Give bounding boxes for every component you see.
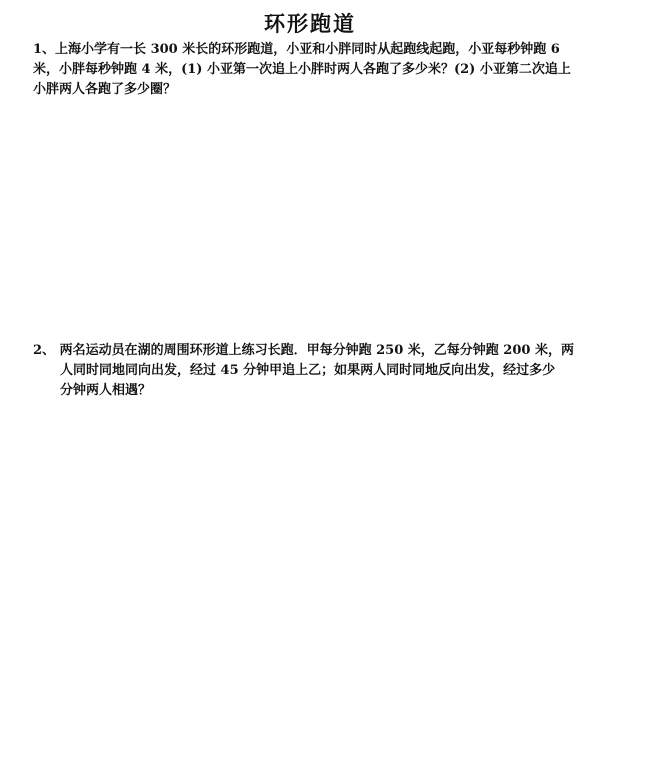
problem-1-line-2: 米，小胖每秒钟跑 4 米，(1) 小亚第一次追上小胖时两人各跑了多少米？(2) 小亚第二次追上 xyxy=(33,62,571,77)
problem-1-line-1: 1、上海小学有一长 300 米长的环形跑道，小亚和小胖同时从起跑线起跑，小亚每秒钟跑 6 xyxy=(33,42,560,57)
problem-1-line-3: 小胖两人各跑了多少圈？ xyxy=(33,82,177,97)
page-title: 环形跑道 xyxy=(264,11,356,36)
problem-1 xyxy=(33,40,571,100)
problem-2-line-3: 分钟两人相遇？ xyxy=(60,383,152,398)
problem-2-line-1: 2、 两名运动员在湖的周围环形道上练习长跑．甲每分钟跑 250 米，乙每分钟跑 200 米，两 xyxy=(33,343,574,358)
problem-2-line-2: 人同时同地同向出发，经过 45 分钟甲追上乙；如果两人同时同地反向出发，经过多少 xyxy=(60,363,556,378)
problem-2 xyxy=(33,341,574,401)
